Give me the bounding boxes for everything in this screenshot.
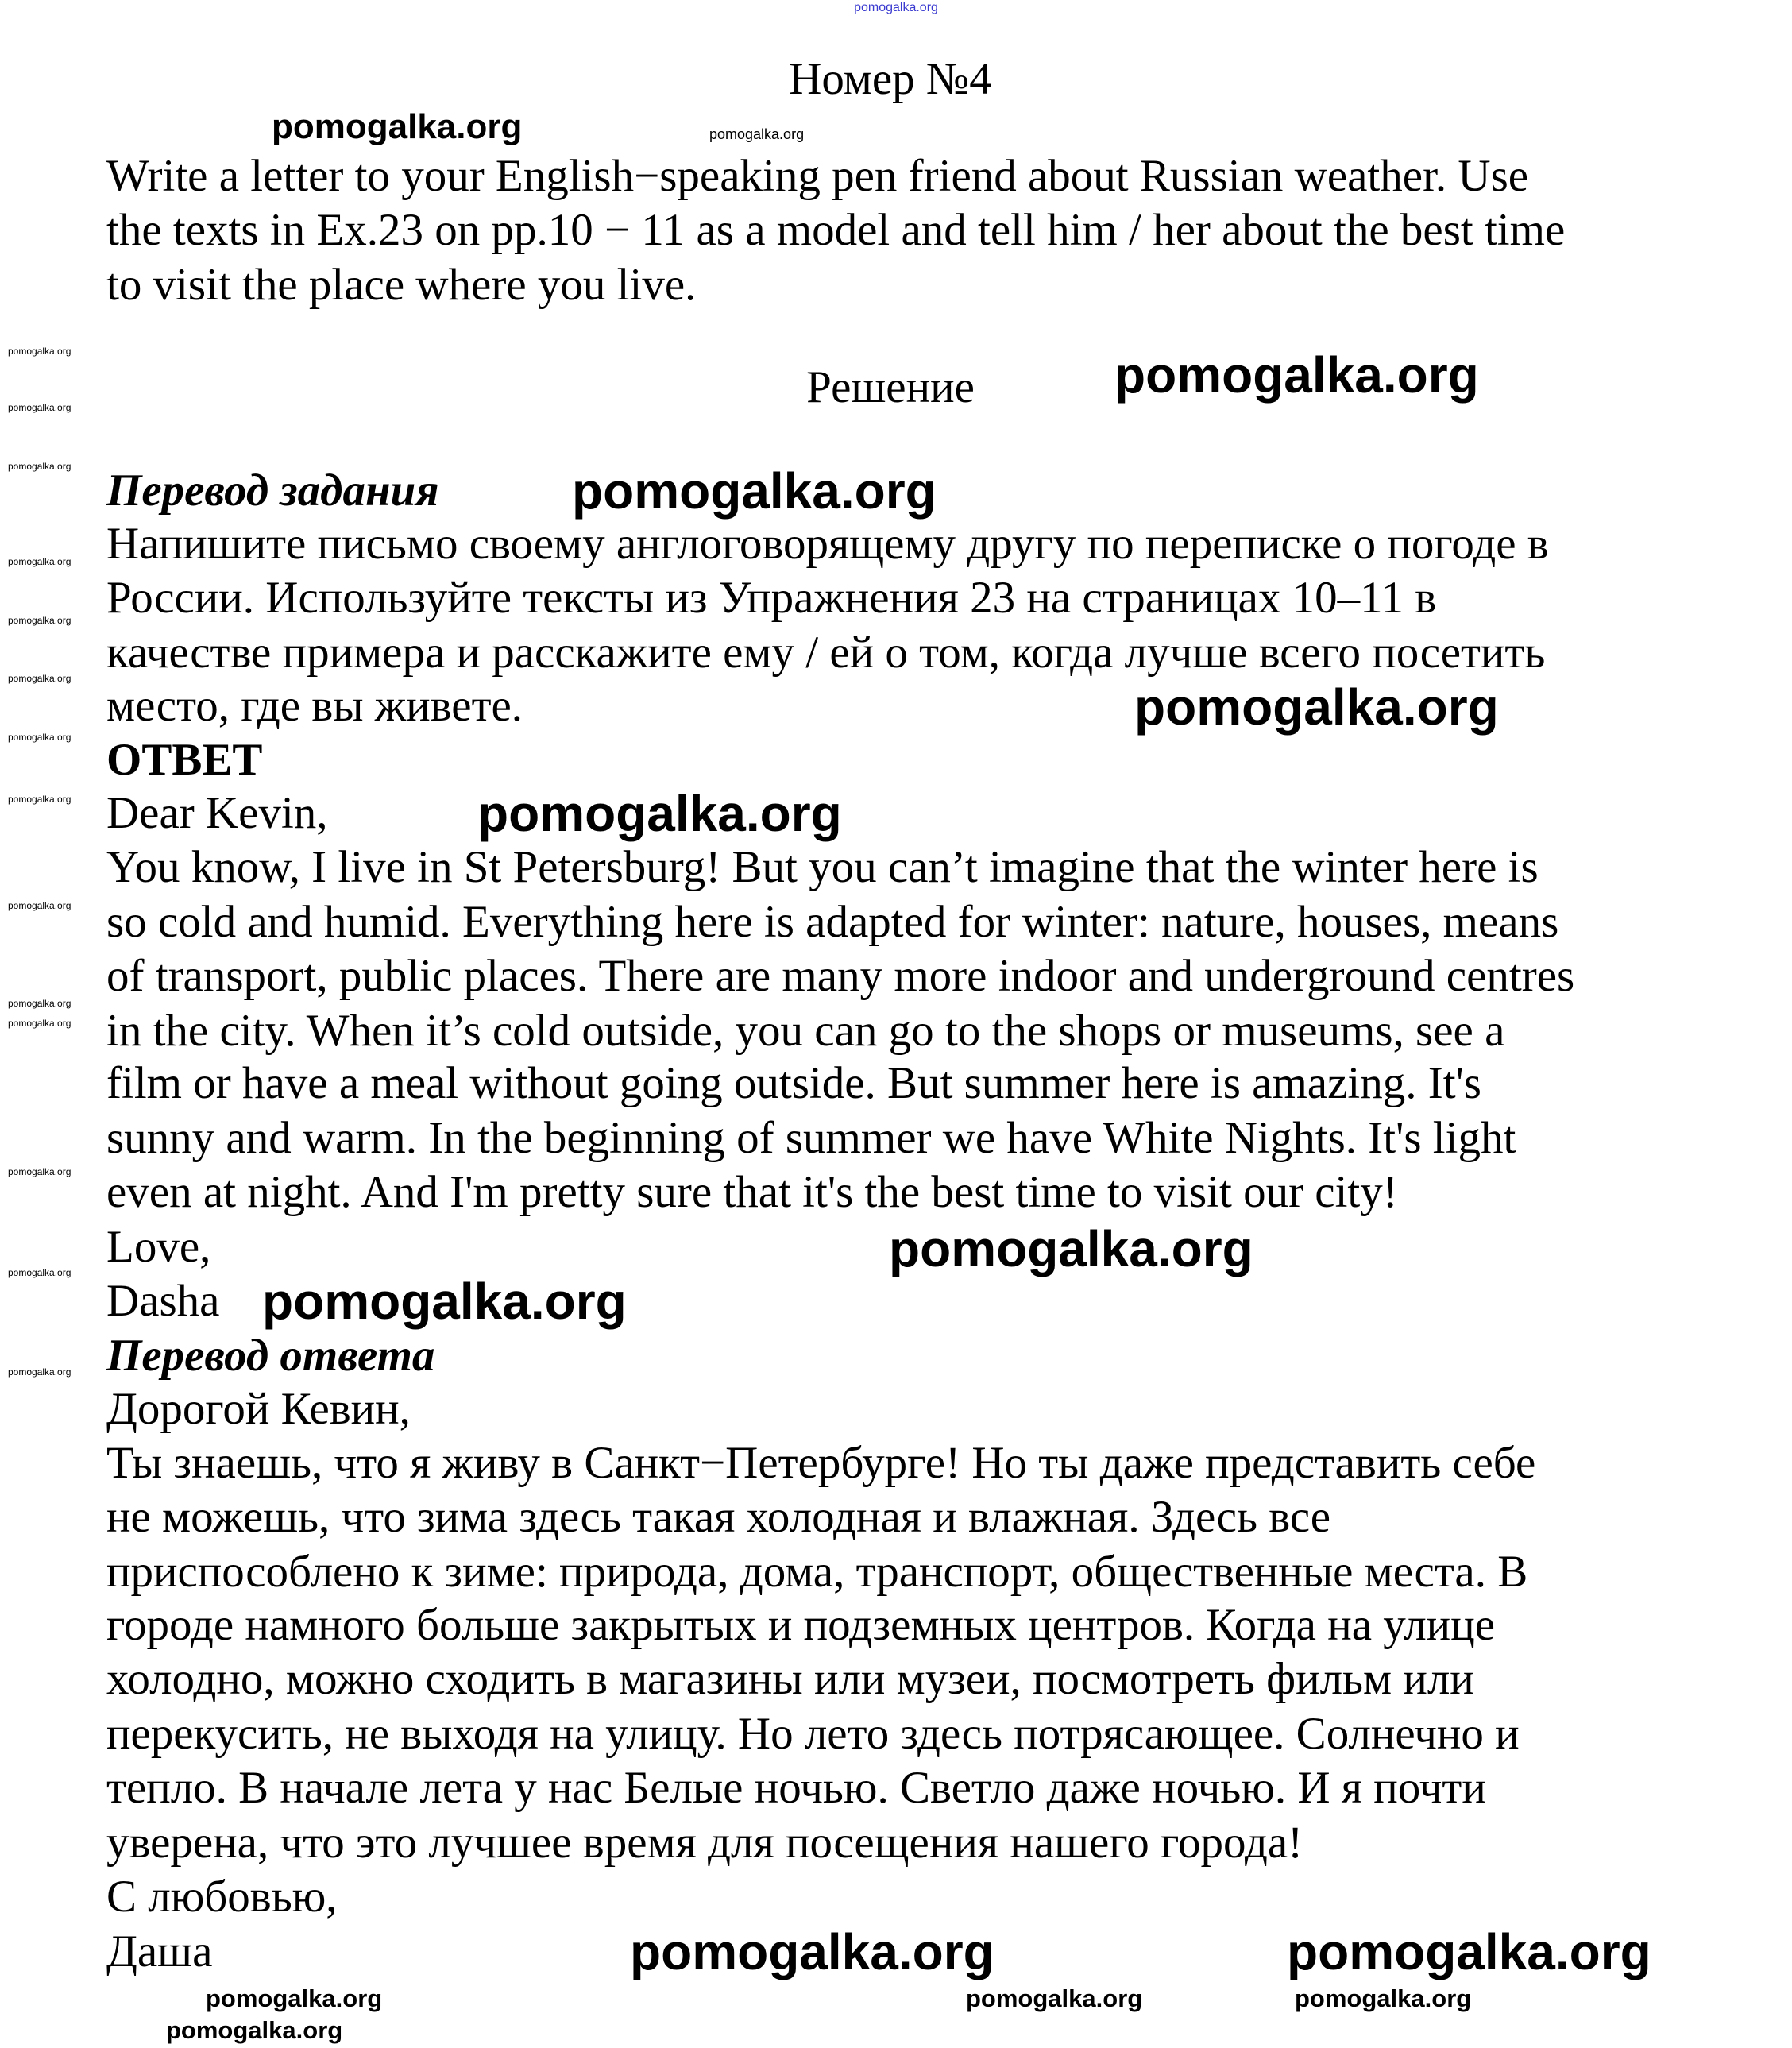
watermark: pomogalka.org	[8, 1366, 71, 1378]
task-translation-heading: Перевод задания	[106, 466, 439, 516]
translation-greeting: Дорогой Кевин,	[106, 1384, 411, 1434]
task-translation-line: качестве примера и расскажите ему / ей о том, когда лучше всего посетить	[106, 628, 1546, 678]
watermark: pomogalka.org	[272, 107, 523, 146]
watermark: pomogalka.org	[1295, 1984, 1472, 2012]
letter-closing: Love,	[106, 1222, 211, 1272]
task-translation-line: Напишите письмо своему англоговорящему другу по переписке о погоде в	[106, 519, 1549, 569]
answer-translation-heading: Перевод ответа	[106, 1331, 435, 1381]
watermark: pomogalka.org	[889, 1220, 1253, 1277]
letter-line: sunny and warm. In the beginning of summer we have White Nights. It's light	[106, 1113, 1516, 1163]
watermark: pomogalka.org	[166, 2016, 343, 2044]
watermark: pomogalka.org	[8, 556, 71, 567]
watermark: pomogalka.org	[8, 1166, 71, 1177]
watermark: pomogalka.org	[8, 794, 71, 805]
solution-heading: Решение	[806, 362, 975, 412]
page-title: Номер №4	[789, 54, 992, 104]
letter-line: of transport, public places. There are many more indoor and underground centres	[106, 951, 1575, 1001]
watermark: pomogalka.org	[630, 1923, 994, 1980]
watermark: pomogalka.org	[8, 1018, 71, 1029]
task-line: Write a letter to your English−speaking pen friend about Russian weather. Use	[106, 151, 1529, 201]
watermark: pomogalka.org	[8, 402, 71, 413]
translation-closing: С любовью,	[106, 1872, 338, 1922]
watermark: pomogalka.org	[572, 462, 937, 520]
watermark: pomogalka.org	[8, 998, 71, 1009]
translation-line: перекусить, не выходя на улицу. Но лето здесь потрясающее. Солнечно и	[106, 1709, 1520, 1759]
letter-line: in the city. When it’s cold outside, you can go to the shops or museums, see a	[106, 1006, 1505, 1056]
watermark: pomogalka.org	[8, 615, 71, 626]
watermark: pomogalka.org	[8, 732, 71, 743]
task-translation-line: место, где вы живете.	[106, 681, 523, 731]
watermark: pomogalka.org	[1287, 1923, 1651, 1980]
translation-line: городе намного больше закрытых и подземных центров. Когда на улице	[106, 1600, 1495, 1650]
letter-signature: Dasha	[106, 1276, 220, 1326]
watermark: pomogalka.org	[1114, 346, 1479, 404]
top-watermark-link[interactable]: pomogalka.org	[854, 1, 938, 14]
watermark: pomogalka.org	[1134, 678, 1499, 736]
watermark: pomogalka.org	[966, 1984, 1143, 2012]
letter-line: so cold and humid. Everything here is adapted for winter: nature, houses, means	[106, 897, 1559, 947]
letter-line: even at night. And I'm pretty sure that it's the best time to visit our city!	[106, 1167, 1398, 1217]
letter-line: film or have a meal without going outside. But summer here is amazing. It's	[106, 1058, 1481, 1108]
translation-line: тепло. В начале лета у нас Белые ночью. Светло даже ночью. И я почти	[106, 1763, 1486, 1813]
watermark: pomogalka.org	[477, 785, 842, 842]
translation-line: Ты знаешь, что я живу в Санкт−Петербурге! Но ты даже представить себе	[106, 1438, 1536, 1488]
watermark: pomogalka.org	[8, 673, 71, 684]
translation-signature: Даша	[106, 1926, 213, 1977]
watermark: pomogalka.org	[206, 1984, 383, 2012]
watermark: pomogalka.org	[709, 126, 805, 142]
task-line: to visit the place where you live.	[106, 260, 697, 310]
watermark: pomogalka.org	[8, 461, 71, 472]
watermark: pomogalka.org	[262, 1273, 627, 1330]
task-translation-line: России. Используйте тексты из Упражнения 23 на страницах 10–11 в	[106, 573, 1437, 623]
watermark: pomogalka.org	[8, 900, 71, 911]
letter-line: You know, I live in St Petersburg! But you can’t imagine that the winter here is	[106, 842, 1539, 892]
watermark: pomogalka.org	[8, 346, 71, 357]
translation-line: не можешь, что зима здесь такая холодная и влажная. Здесь все	[106, 1492, 1331, 1542]
answer-heading: ОТВЕТ	[106, 735, 263, 785]
translation-line: приспособлено к зиме: природа, дома, транспорт, общественные места. В	[106, 1547, 1528, 1597]
letter-greeting: Dear Kevin,	[106, 788, 328, 838]
task-line: the texts in Ex.23 on pp.10 − 11 as a model and tell him / her about the best time	[106, 205, 1566, 255]
translation-line: холодно, можно сходить в магазины или музеи, посмотреть фильм или	[106, 1654, 1474, 1704]
watermark: pomogalka.org	[8, 1267, 71, 1278]
translation-line: уверена, что это лучшее время для посещения нашего города!	[106, 1818, 1303, 1868]
